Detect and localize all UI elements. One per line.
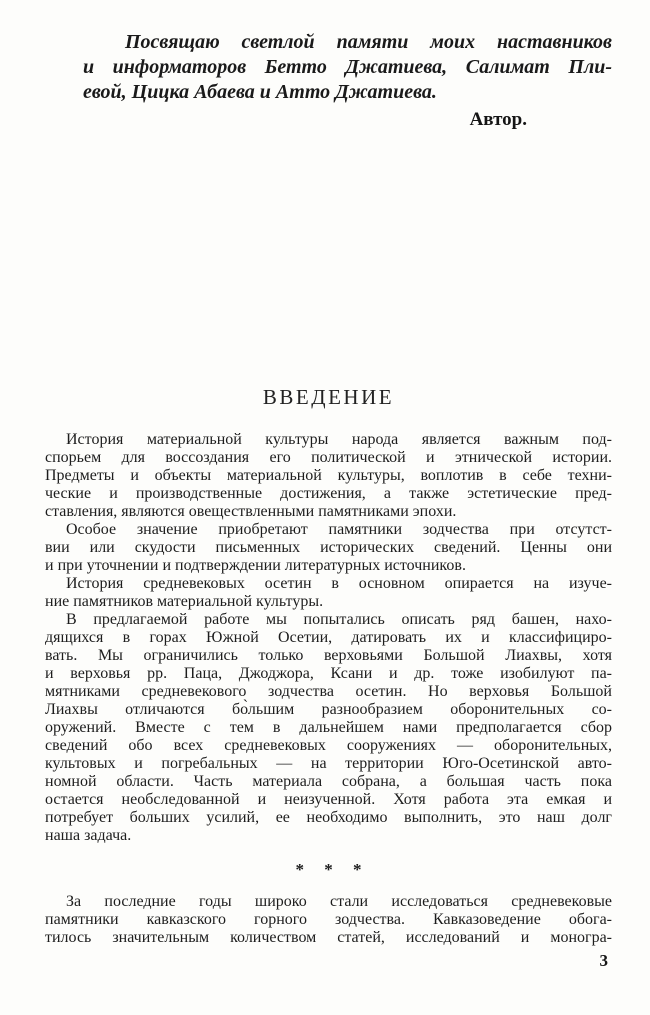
text-line: ставления, являются овеществленными памятниками эпохи. — [45, 503, 457, 520]
section-separator: * * * — [295, 860, 362, 879]
text-line: Лиахвы отличаются бо̀льшим разнообразием оборонительных со- — [45, 701, 612, 718]
text-line: Посвящаю светлой памяти моих наставников — [125, 31, 612, 53]
text-line: евой, Цицка Абаева и Атто Джатиева. — [83, 81, 437, 103]
text-line: и верховья рр. Паца, Джоджора, Ксани и др. тоже изобилуют па- — [45, 665, 612, 682]
section-heading: ВВЕДЕНИЕ — [262, 385, 395, 409]
text-line: и при уточнении и подтверждении литературных источников. — [45, 557, 466, 574]
text-line: памятники кавказского горного зодчества. Кавказоведение обога- — [45, 911, 612, 928]
text-line: За последние годы широко стали исследоваться средневековые — [66, 893, 612, 910]
paragraph-2 — [45, 521, 612, 575]
text-line: дящихся в горах Южной Осетии, датировать их и классифициро- — [45, 629, 612, 646]
dedication-signature: Автор. — [469, 109, 527, 130]
text-line: вии или скудости письменных исторических сведений. Ценны они — [45, 539, 612, 556]
paragraph-4 — [45, 611, 612, 845]
page-number: 3 — [599, 951, 608, 970]
text-line: История средневековых осетин в основном опирается на изуче- — [66, 575, 612, 592]
body-text — [45, 431, 612, 947]
text-line: и информаторов Бетто Джатиева, Салимат Пли- — [83, 56, 612, 78]
text-line: вать. Мы ограничились только верховьями Большой Лиахвы, хотя — [45, 647, 612, 664]
text-line: потребует больших усилий, ее необходимо выполнить, это наш долг — [45, 809, 612, 826]
text-line: мятниками средневекового зодчества осетин. Но верховья Большой — [45, 683, 612, 700]
text-line: спорьем для воссоздания его политической и этнической истории. — [45, 449, 612, 466]
text-line: сведений обо всех средневековых сооружениях — оборонительных, — [45, 737, 612, 754]
paragraph-5 — [45, 893, 612, 947]
text-line: номной области. Часть материала собрана, а большая часть пока — [45, 773, 612, 790]
text-line: Особое значение приобретают памятники зодчества при отсутст- — [66, 521, 612, 538]
dedication — [83, 30, 612, 105]
paragraph-3 — [45, 575, 612, 611]
text-line: наша задача. — [45, 827, 132, 844]
text-line: История материальной культуры народа является важным под- — [66, 431, 612, 448]
text-line: оружений. Вместе с тем в дальнейшем нами предполагается сбор — [45, 719, 612, 736]
text-line: ческие и производственные достижения, а также эстетические пред- — [45, 485, 612, 502]
text-line: остается необследованной и неизученной. Хотя работа эта емкая и — [45, 791, 612, 808]
text-line: культовых и погребальных — на территории Юго-Осетинской авто- — [45, 755, 612, 772]
paragraph-1 — [45, 431, 612, 521]
text-line: В предлагаемой работе мы попытались описать ряд башен, нахо- — [66, 611, 612, 628]
text-line: ние памятников материальной культуры. — [45, 593, 324, 610]
text-line: Предметы и объекты материальной культуры, воплотив в себе техни- — [45, 467, 612, 484]
text-line: тилось значительным количеством статей, исследований и моногра- — [45, 929, 612, 946]
